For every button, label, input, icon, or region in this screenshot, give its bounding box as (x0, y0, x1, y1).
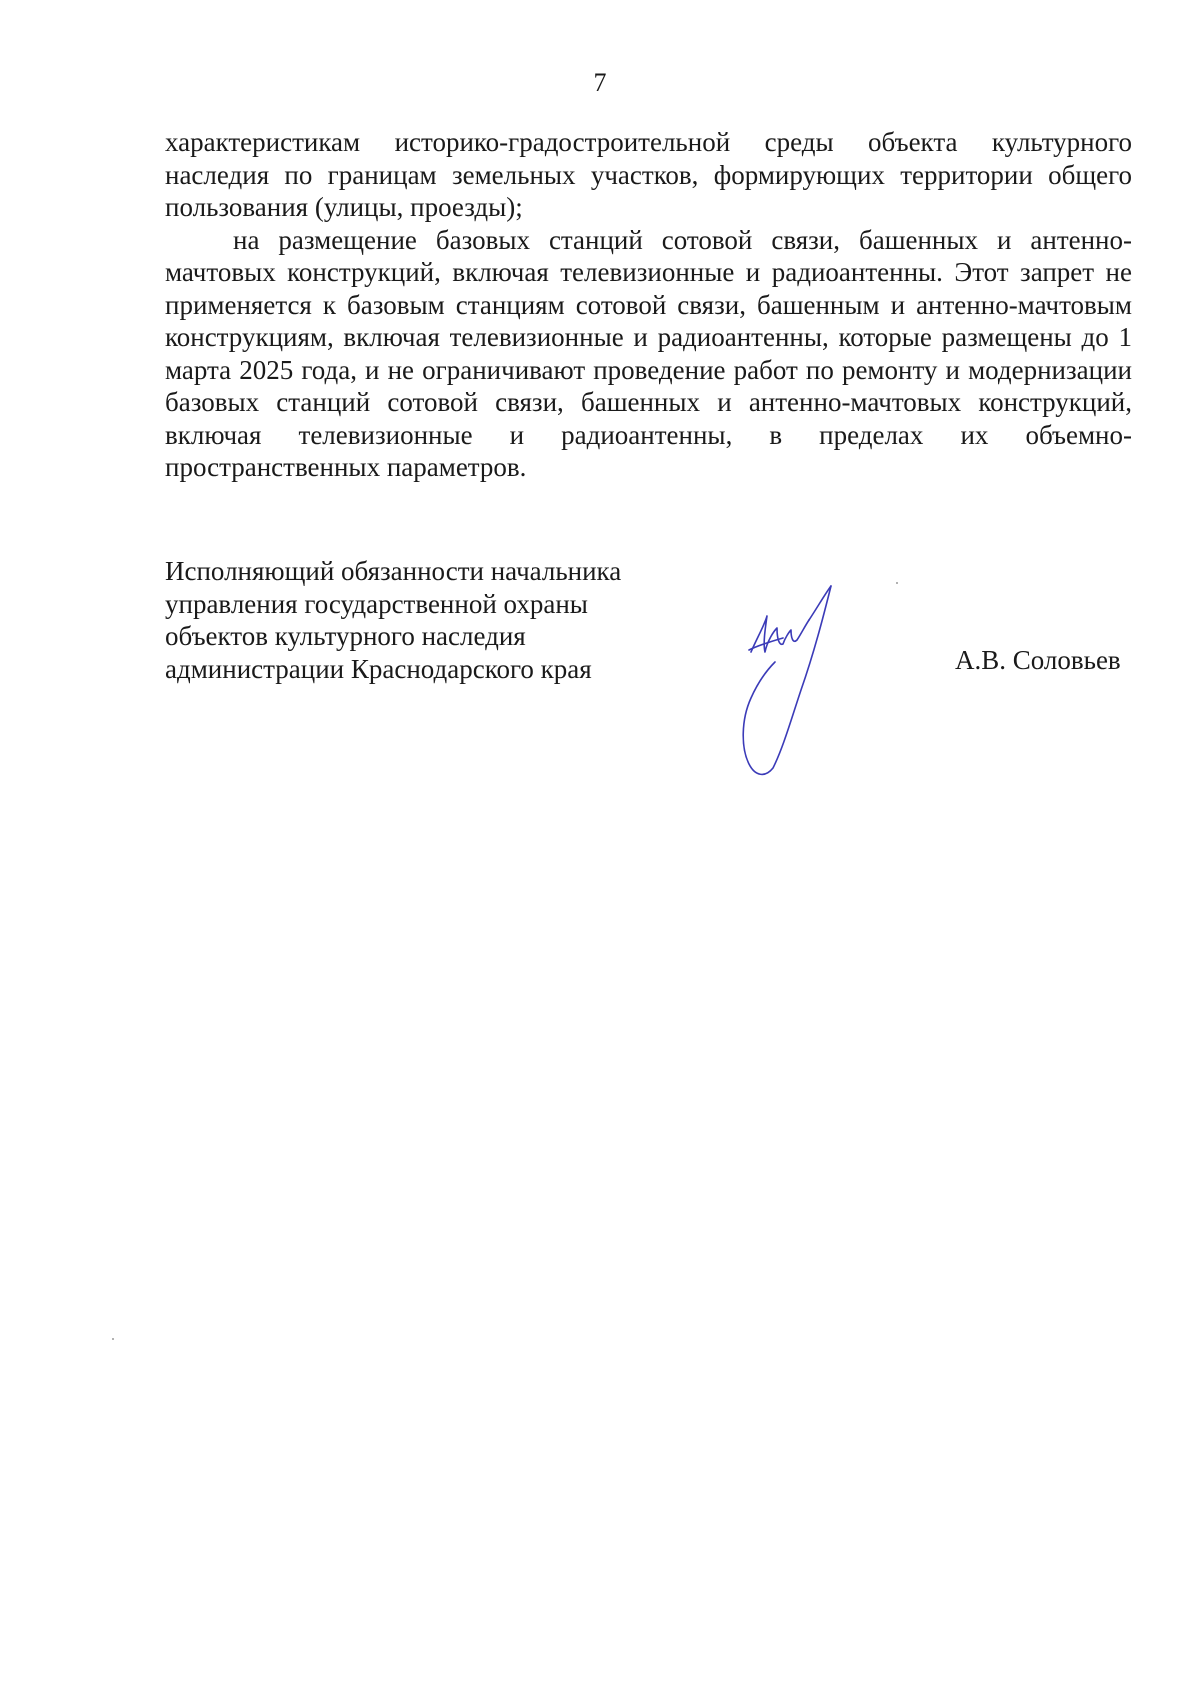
signatory-position-line: объектов культурного наследия (165, 621, 526, 651)
handwritten-signature (735, 580, 855, 780)
paragraph-antenna-restriction: на размещение базовых станций сотовой связи, башенных и антенно-мачтовых конструкций, включая телевизионные и радиоантенны. Этот запрет не применяется к базовым станциям сотовой связи, башенным и антенно-мачтовым конструкциям, включая телевизионные и радиоантенны, которые размещены до 1 марта 2025 года, и не ограничивают проведение работ по ремонту и модернизации базовых станций сотовой связи, башенных и антенно-мачтовых конструкций, включая телевизионные и радиоантенны, в пределах их объемно-пространственных параметров. (165, 224, 1132, 482)
scan-artifact (896, 582, 898, 584)
document-body (165, 126, 1132, 484)
signatory-position-line: Исполняющий обязанности начальника (165, 556, 622, 586)
paragraph-continuation: характеристикам историко-градостроительной среды объекта культурного наследия по границам земельных участков, формирующих территории общего пользования (улицы, проезды); (165, 127, 1132, 222)
scan-artifact (112, 1338, 114, 1340)
signatory-name: А.В. Соловьев (955, 645, 1121, 675)
page-number: 7 (593, 68, 607, 97)
signatory-position (165, 555, 665, 685)
signatory-position-line: администрации Краснодарского края (165, 653, 592, 684)
signatory-position-line: управления государственной охраны (165, 588, 588, 619)
